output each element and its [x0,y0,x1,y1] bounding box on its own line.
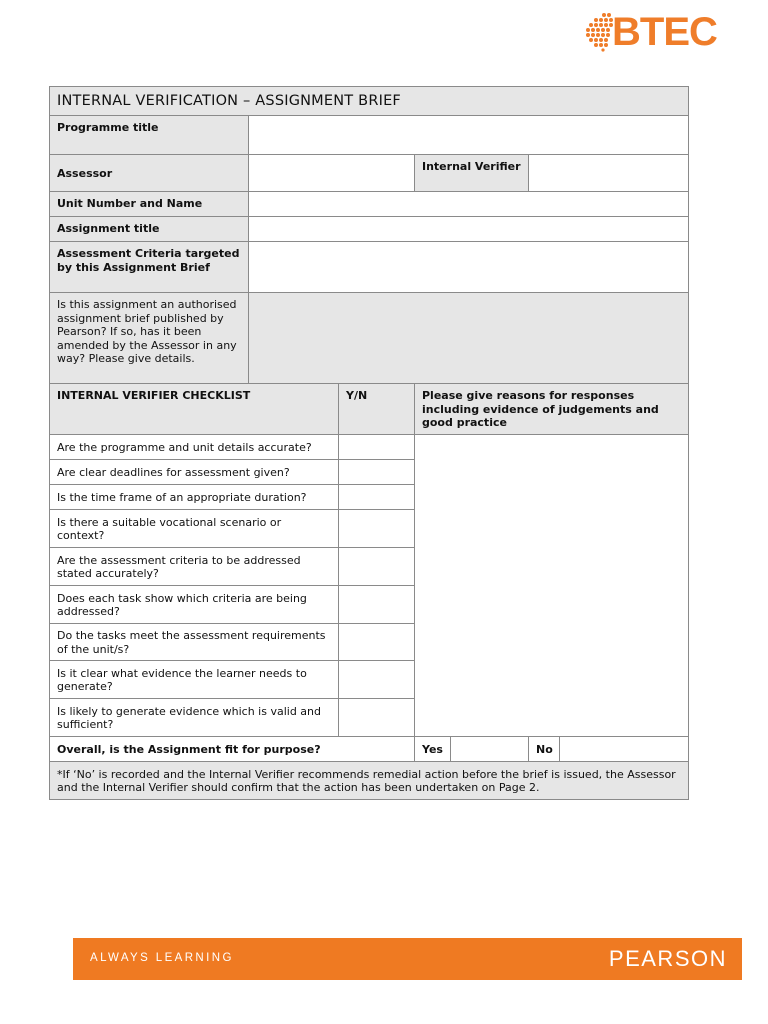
checklist-item: Is likely to generate evidence which is valid and sufficient? [50,699,339,737]
checklist-yn-field[interactable] [339,460,415,485]
form-title: INTERNAL VERIFICATION – ASSIGNMENT BRIEF [50,87,689,116]
logo-dots-icon [584,12,614,52]
footnote: *If ‘No’ is recorded and the Internal Verifier recommends remedial action before the brief is issued, the Assessor and the Internal Verifier should confirm that the action has been undertaken on Page 2. [50,762,689,800]
checklist-yn-field[interactable] [339,624,415,661]
unit-field[interactable] [249,192,689,217]
pearson-logo: PEARSON [608,946,727,971]
assignment-title-label: Assignment title [50,217,249,242]
criteria-label: Assessment Criteria targeted by this Assignment Brief [50,242,249,293]
checklist-yn-field[interactable] [339,548,415,586]
no-field[interactable] [560,737,689,762]
unit-label: Unit Number and Name [50,192,249,217]
assessor-label: Assessor [50,155,249,192]
authorised-brief-question: Is this assignment an authorised assignment brief published by Pearson? If so, has it been amended by the Assessor in any way? Please give details. [50,293,249,384]
internal-verifier-field[interactable] [529,155,689,192]
logo-text: BTEC [612,10,717,54]
checklist-item: Is the time frame of an appropriate duration? [50,485,339,510]
internal-verification-form [49,86,689,800]
reasons-header: Please give reasons for responses including evidence of judgements and good practice [415,384,689,435]
checklist-yn-field[interactable] [339,699,415,737]
internal-verifier-label: Internal Verifier [415,155,529,192]
checklist-yn-field[interactable] [339,485,415,510]
btec-logo [584,8,746,56]
assessor-field[interactable] [249,155,415,192]
checklist-yn-field[interactable] [339,510,415,548]
criteria-field[interactable] [249,242,689,293]
checklist-item: Is there a suitable vocational scenario or context? [50,510,339,548]
reasons-field[interactable] [415,435,689,737]
yes-label: Yes [415,737,451,762]
programme-title-field[interactable] [249,116,689,155]
checklist-item: Are the assessment criteria to be addressed stated accurately? [50,548,339,586]
checklist-yn-field[interactable] [339,586,415,624]
footer-tagline: ALWAYS LEARNING [90,952,234,964]
checklist-yn-field[interactable] [339,435,415,460]
yes-field[interactable] [451,737,529,762]
checklist-item: Do the tasks meet the assessment requirements of the unit/s? [50,624,339,661]
checklist-item: Are the programme and unit details accurate? [50,435,339,460]
checklist-item: Are clear deadlines for assessment given? [50,460,339,485]
programme-title-label: Programme title [50,116,249,155]
checklist-yn-field[interactable] [339,661,415,699]
checklist-item: Does each task show which criteria are being addressed? [50,586,339,624]
yn-header: Y/N [339,384,415,435]
no-label: No [529,737,560,762]
checklist-header: INTERNAL VERIFIER CHECKLIST [50,384,339,435]
checklist-item: Is it clear what evidence the learner needs to generate? [50,661,339,699]
assignment-title-field[interactable] [249,217,689,242]
authorised-brief-answer[interactable] [249,293,689,384]
pearson-footer-bar [73,938,742,980]
overall-question: Overall, is the Assignment fit for purpose? [50,737,415,762]
